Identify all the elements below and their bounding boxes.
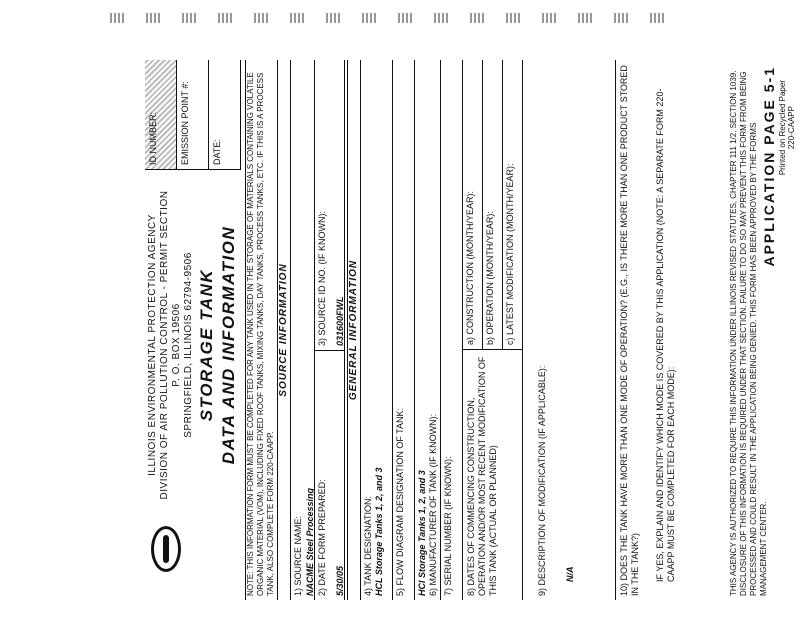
tank-designation-label: 4) TANK DESIGNATION: <box>363 495 373 596</box>
modes-question: 10) DOES THE TANK HAVE MORE THAN ONE MODE OF OPERATION? (E.G., IS THERE MORE THAN ONE PRODUCT STORED IN THE TANK?) <box>615 60 641 600</box>
flow-diagram-label: 5) FLOW DIAGRAM DESIGNATION OF TANK: <box>395 407 405 596</box>
dates-label: 8) DATES OF COMMENCING CONSTRUCTION, OPERATION AND/OR MOST RECENT MODIFICATION OF THIS TANK (ACTUAL OR PLANNED) <box>466 356 498 596</box>
scan-noise-strip <box>110 10 730 28</box>
printed-on-recycled <box>778 80 796 175</box>
source-name-label: 1) SOURCE NAME: <box>293 515 303 596</box>
row-tank-designation <box>361 60 393 600</box>
description-value: N/A <box>565 566 575 582</box>
id-number-cell: ID NUMBER: <box>145 60 177 169</box>
agency-authorization-note: THIS AGENCY IS AUTHORIZED TO REQUIRE THIS INFORMATION UNDER ILLINOIS REVISED STATUTES, CHAPTER 111 1/2, SECTION 1039. DISCLOSURE OF THIS INFORMATION IS REQUIRED UNDER THAT SECTION. FAILURE TO DO SO MAY PREVENT THIS FORM FROM BEING PROCESSED AND COULD RESULT IN THE APPLICATION BEING DENIED. THIS FORM HAS BEEN APPROVED BY THE FORMS MANAGEMENT CENTER. <box>729 70 768 596</box>
dates-subfields <box>463 60 523 350</box>
source-id-label: 3) SOURCE ID NO. (IF KNOWN): <box>317 211 327 346</box>
tank-designation-value: HCL Storage Tanks 1, 2, and 3 <box>374 467 384 596</box>
date-prepared-value: 5/30/05 <box>335 565 345 596</box>
rotated-form-page <box>145 60 795 600</box>
id-box <box>145 60 241 170</box>
construction-date-field: a) CONSTRUCTION (MONTH/YEAR): <box>463 60 483 349</box>
agency-line-4: SPRINGFIELD, ILLINOIS 62794-9506 <box>183 252 194 438</box>
printed-note: Printed on Recycled Paper <box>778 80 787 176</box>
row-dates <box>463 60 523 600</box>
row-flow-diagram <box>393 60 415 600</box>
manufacturer-label: 6) MANUFACTURER OF TANK (IF KNOWN): <box>428 413 438 596</box>
agency-header <box>147 180 195 510</box>
source-name-value: NACME Steel Processing <box>305 487 315 596</box>
form-note: NOTE: THIS INFORMATION FORM MUST BE COMPLETED FOR ANY TANK USED IN THE STORAGE OF MATERIALS CONTAINING VOLATILE ORGANIC MATERIAL (VOM), INCLUDING FIXED ROOF TANKS, MIXING TANKS, DAY TANKS, PROCESS TANKS, ETC. IF THIS IS A PROCESS TANK, ALSO COMPLETE FORM 220-CAAPP. <box>245 60 276 600</box>
agency-line-1: ILLINOIS ENVIRONMENTAL PROTECTION AGENCY <box>147 214 158 476</box>
latest-modification-field: c) LATEST MODIFICATION (MONTH/YEAR): <box>505 163 515 345</box>
agency-line-3: P. O. BOX 19506 <box>171 303 182 387</box>
application-page-number: APPLICATION PAGE 5-1 <box>761 66 777 267</box>
modes-explanation: IF YES, EXPLAIN AND IDENTIFY WHICH MODE IS COVERED BY THIS APPLICATION (NOTE: A SEPARATE FORM 220-CAAPP MUST BE COMPLETED FOR EACH MODE): <box>655 88 676 582</box>
serial-number-label: 7) SERIAL NUMBER (IF KNOWN): <box>443 456 453 596</box>
illinois-epa-logo <box>151 526 181 572</box>
section-source-information: SOURCE INFORMATION <box>277 60 291 600</box>
form-number: 220-CAAPP <box>787 106 796 150</box>
operation-date-field: b) OPERATION (MONTH/YEAR): <box>483 60 503 349</box>
section-general-information: GENERAL INFORMATION <box>347 60 361 600</box>
form-title: STORAGE TANK <box>197 268 216 422</box>
description-label: 9) DESCRIPTION OF MODIFICATION (IF APPLICABLE): <box>537 365 547 596</box>
source-id-value: 031600FWL <box>335 296 345 346</box>
agency-line-2: DIVISION OF AIR POLLUTION CONTROL - PERMIT SECTION <box>159 190 170 500</box>
row-serial-number <box>441 60 463 600</box>
row-manufacturer <box>415 60 441 600</box>
form-subtitle: DATA AND INFORMATION <box>219 225 238 465</box>
date-cell: DATE: <box>209 60 241 169</box>
date-prepared-label: 2) DATE FORM PREPARED: <box>317 479 327 596</box>
flow-diagram-value: HCl Storage Tanks 1, 2, and 3 <box>417 470 427 596</box>
emission-point-cell: EMISSION POINT #: <box>177 60 209 169</box>
